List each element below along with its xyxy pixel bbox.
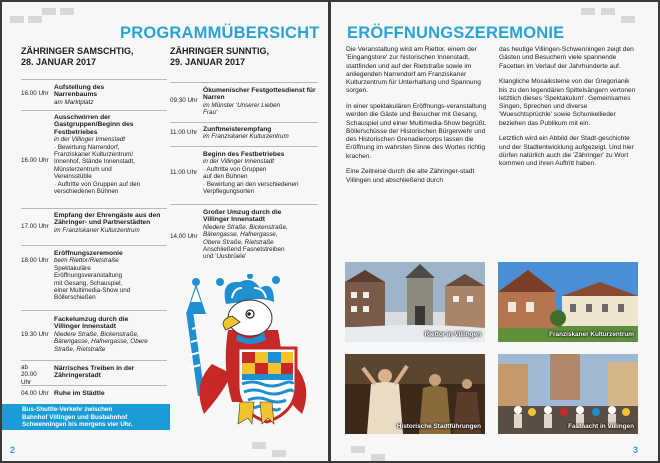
brick-decoration — [42, 8, 56, 15]
saturday-heading: ZÄHRINGER SAMSCHTIG, 28. JANUAR 2017 — [21, 46, 134, 67]
photo-franziskaner — [498, 262, 638, 342]
schedule-row: 11.00 Uhr Beginn des Festbetriebes in der Villinger Innenstadt · Auftritte von Gruppen auf den Bühnen · Bewirtung an den verschiedenen Verpflegungsorten — [170, 146, 318, 201]
schedule-row: 14.00 Uhr Großer Umzug durch die Villinger Innenstadt Niedere Straße, Bickenstraße, Bärengasse, Hafnergasse, Obere Straße, Rietstraße Anschließend Fasnetstreiben und 'Uusbrüele' — [170, 204, 318, 266]
page-number: 3 — [633, 445, 639, 455]
schedule-row: ab 20.00 Uhr Närrisches Treiben in der Zähringerstadt — [21, 360, 167, 382]
left-page — [2, 2, 328, 461]
schedule-row: 17.00 Uhr Empfang der Ehrengäste aus den Zähringer- und Partnerstädten im Franziskaner Kulturzentrum — [21, 208, 167, 243]
page-number: 2 — [10, 445, 16, 455]
brick-decoration — [272, 450, 286, 457]
photo-riettor — [345, 262, 485, 342]
schedule-row: 16.00 Uhr Aufstellung des Narrenbaums am Marktplatz — [21, 79, 167, 108]
eagle-mascot-illustration — [182, 274, 317, 434]
schedule-row: 04.00 Uhr Ruhe im Städtle — [21, 385, 167, 401]
shuttle-notice: Bus-Shuttle-Verkehr zwischen Bahnhof Villingen und Busbahnhof Schwenningen bis morgens vier Uhr. — [2, 404, 170, 430]
brick-decoration — [621, 16, 635, 23]
photo-stadtfuehrungen — [345, 354, 485, 434]
schedule-row: 18.00 Uhr Eröffnungszeremonie beim Riettor/Rietstraße Spektakuläre Eröffnungsveranstaltung mit Gesang, Schauspiel, einer Multimedia-Show und Böllerschießen — [21, 245, 167, 307]
page-title: ERÖFFNUNGSZEREMONIE — [347, 24, 565, 42]
brick-decoration — [601, 8, 615, 15]
brick-decoration — [371, 454, 385, 461]
photo-caption: Fastnacht in Villingen — [568, 423, 634, 430]
photo-caption: Historische Stadtführungen — [396, 423, 481, 430]
photo-fastnacht — [498, 354, 638, 434]
schedule-row: 11.00 Uhr Zunftmeisterempfang im Franziskaner Kulturzentrum — [170, 122, 318, 143]
body-text-column-2: das heutige Villingen-Schwenningen zeigt den Gästen und Besuchern viele spannende Facetten im Verlauf der Jahrhunderte auf. Klangliche Mosaiksteine von der Gregorianik bis zu den legendären Spittelsängern vertonen letztlich dieses 'Spektakulum'. Gemeinsames Singen, Sprechen und diverse 'Wueschtsprüchle' sowie Schunkellieder beziehen das Publikum mit ein. Letztlich wird ein Abbild der Stadt-geschichte und der Stadtentwicklung aufgezeigt. Und hier dürfen natürlich auch die 'Zähringer' zu Wort kommen und ihren Auftritt haben. — [499, 46, 636, 167]
sunday-heading: ZÄHRINGER SUNNTIG, 29. JANUAR 2017 — [170, 46, 269, 67]
right-page — [331, 2, 658, 461]
schedule-row: 19.30 Uhr Fackelumzug durch die Villinger Innenstadt Niedere Straße, Bickenstraße, Bärengasse, Hafnergasse, Obere Straße, Rietstraße — [21, 310, 167, 357]
brick-decoration — [581, 8, 595, 15]
jester-hat — [216, 274, 280, 304]
brick-decoration — [60, 8, 74, 15]
brick-decoration — [252, 442, 266, 449]
brick-decoration — [10, 16, 24, 23]
photo-caption: Riettor in Villingen — [424, 331, 481, 338]
brick-decoration — [28, 16, 42, 23]
body-text-column-1: Die Veranstaltung wird am Riettor, einem der 'Eingangstore' zur historischen Innenstadt, stattfinden und auf der Rietstraße sowie im anliegenden Narrendorf am Franziskaner Kulturzentrum für Unterhaltung und Spannung sorgen. In einer spektakulären Eröffnungs-veranstaltung werden die Gäste und Besucher mit Gesang, Schauspiel und einer Multimedia-Show begrüßt. Böllerschüsse der Historischen Bürgerwehr und des Historischen Grenadiercorps lassen die Eröffnung im wahrsten Sinne des Wortes richtig krachen. Eine Zeitreise durch die alte Zähringer-stadt Villingen und abschließend durch — [346, 46, 487, 184]
schedule-row: 09.30 Uhr Ökumenischer Festgottesdienst für Narren im Münster 'Unserer Lieben Frau' — [170, 82, 318, 119]
page-title: PROGRAMMÜBERSICHT — [120, 24, 320, 42]
schedule-row: 16.00 Uhr Ausschwirren der Gastgruppen/Beginn des Festbetriebes in der Villinger Innenstadt · Bewirtung Narrendorf, Franziskaner Kulturzentrum/ Innenhof, Stände Innenstadt, Münsterzentrum und Vereinsstüble · Auftritte von Gruppen auf den verschiedenen Bühnen — [21, 110, 167, 205]
brick-decoration — [351, 446, 365, 453]
photo-caption: Franziskaner Kulturzentrum — [549, 331, 634, 338]
